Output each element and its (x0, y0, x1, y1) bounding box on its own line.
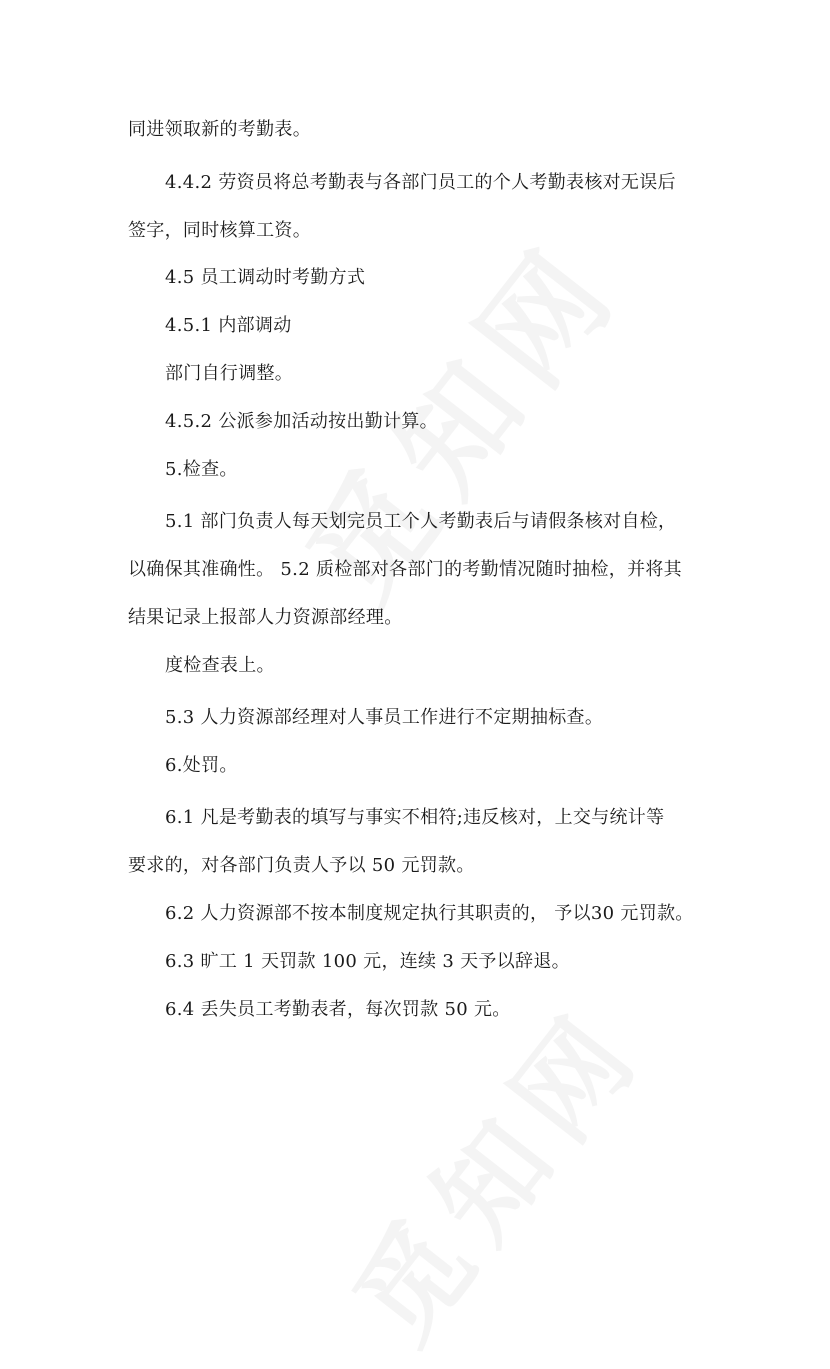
text-line: 5.3 人力资源部经理对人事员工作进行不定期抽标查。 (165, 707, 604, 728)
text-line: 以确保其准确性。 5.2 质检部对各部门的考勤情况随时抽检，并将其 (128, 559, 682, 580)
text-line: 度检查表上。 (165, 655, 275, 676)
section-heading: 5.检查。 (165, 459, 238, 480)
text-line: 结果记录上报部人力资源部经理。 (128, 607, 403, 628)
subsection-heading: 4.5.1 内部调动 (165, 315, 292, 336)
text-line: 同进领取新的考勤表。 (128, 119, 311, 140)
text-line: 5.1 部门负责人每天划完员工个人考勤表后与请假条核对自检， (165, 511, 677, 532)
text-line: 部门自行调整。 (165, 363, 294, 384)
text-line: 6.1 凡是考勤表的填写与事实不相符;违反核对，上交与统计等 (165, 807, 665, 828)
text-line: 6.2 人力资源部不按本制度规定执行其职责的， 予以30 元罚款。 (165, 903, 694, 924)
section-heading: 4.5 员工调动时考勤方式 (165, 267, 366, 288)
text-line: 签字，同时核算工资。 (128, 220, 311, 241)
text-line: 要求的，对各部门负责人予以 50 元罚款。 (128, 855, 475, 876)
subsection-heading: 4.5.2 公派参加活动按出勤计算。 (165, 411, 438, 432)
text-line: 6.3 旷工 1 天罚款 100 元，连续 3 天予以辞退。 (165, 951, 570, 972)
text-line: 4.4.2 劳资员将总考勤表与各部门员工的个人考勤表核对无误后 (165, 172, 676, 193)
text-line: 6.4 丢失员工考勤表者，每次罚款 50 元。 (165, 999, 511, 1020)
watermark-logo-bottom (312, 969, 673, 1369)
section-heading: 6.处罚。 (165, 755, 238, 776)
